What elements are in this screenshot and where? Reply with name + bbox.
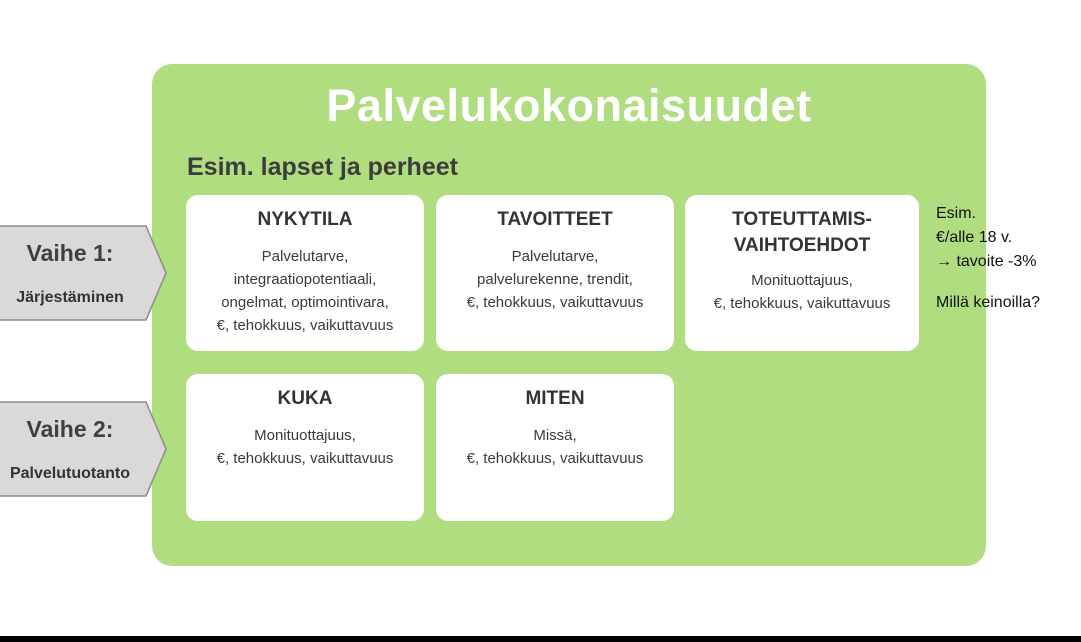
card-body: Palvelutarve, integraatiopotentiaali, ongelmat, optimointivara, €, tehokkuus, vaikuttavuus (216, 248, 394, 334)
card-heading: NYKYTILA (257, 209, 353, 230)
phase-2-arrow (0, 401, 168, 497)
phase-1-arrow (0, 225, 168, 321)
bottom-bar (0, 636, 1081, 642)
page-title: Palvelukokonaisuudet (326, 80, 812, 131)
card-heading: MITEN (525, 388, 585, 409)
card-body: Palvelutarve, palvelurekenne, trendit, €, tehokkuus, vaikuttavuus (466, 248, 644, 311)
card-tavoitteet (436, 195, 674, 351)
phase-title: Vaihe 1: (26, 240, 114, 266)
card-body: Monituottajuus, €, tehokkuus, vaikuttavuus (713, 272, 891, 312)
phase-subtitle: Palvelutuotanto (9, 465, 130, 482)
subtitle: Esim. lapset ja perheet (187, 153, 458, 181)
card-miten (436, 374, 674, 521)
card-heading: TAVOITTEET (497, 209, 613, 230)
side-note-line: €/alle 18 v. (936, 229, 1013, 246)
side-note-line: Millä keinoilla? (936, 294, 1041, 311)
card-heading: KUKA (277, 388, 333, 409)
side-note (936, 202, 1081, 315)
card-nykytila (186, 195, 424, 351)
card-toteuttamisvaihtoehdot (685, 195, 919, 351)
card-kuka (186, 374, 424, 521)
card-heading: TOTEUTTAMIS- VAIHTOEHDOT (732, 209, 872, 256)
card-body: Monituottajuus, €, tehokkuus, vaikuttavuus (216, 427, 394, 467)
side-note-line: Esim. (936, 205, 976, 222)
phase-subtitle: Järjestäminen (16, 289, 124, 306)
card-body: Missä, €, tehokkuus, vaikuttavuus (466, 427, 644, 467)
phase-title: Vaihe 2: (26, 416, 114, 442)
side-note-line: → tavoite -3% (936, 253, 1037, 270)
